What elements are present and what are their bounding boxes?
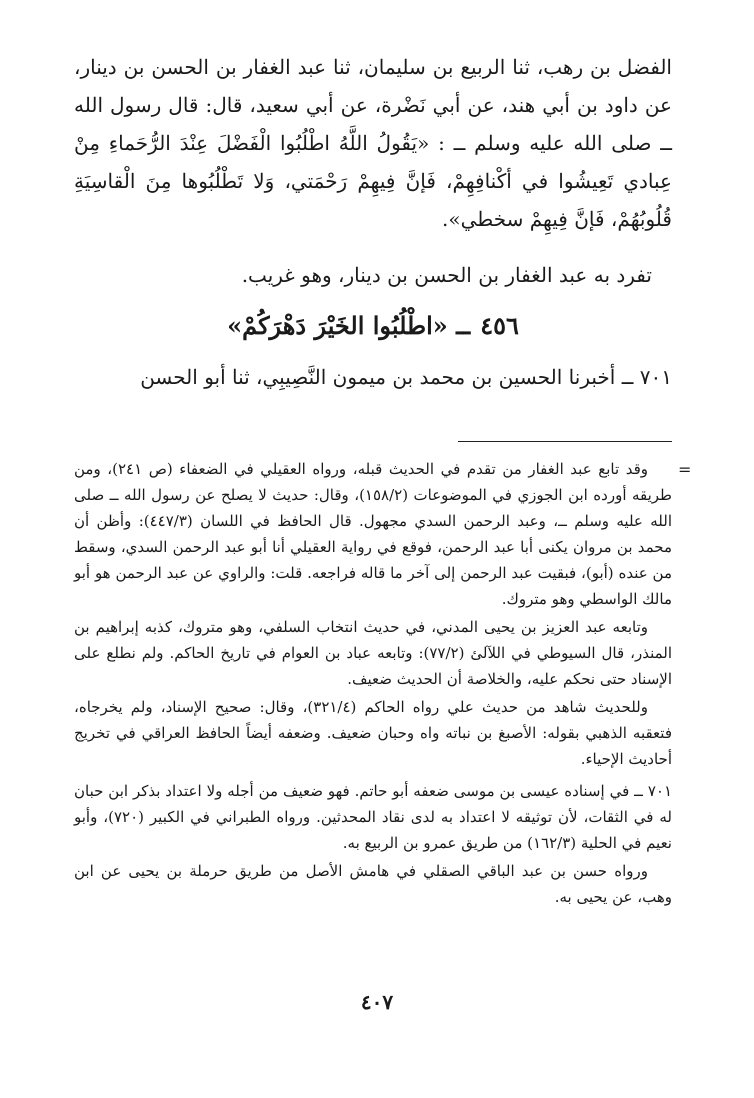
next-hadith-start: ٧٠١ ــ أخبرنا الحسين بن محمد بن ميمون النَّصِيبِي، ثنا أبو الحسن bbox=[140, 365, 672, 389]
footnote-paragraph: وتابعه عبد العزيز بن يحيى المدني، في حديث انتخاب السلفي، وهو متروك، كذبه إبراهيم بن المنذر، قال السيوطي في اللآلئ (٧٧/٢): وتابعه عباد بن العوام في تاريخ الحاكم. ولم نطلع على الإسناد حتى نحكم عليه، والخلاصة أن الحديث ضعيف. bbox=[74, 618, 673, 688]
heading-title: ــ «اطْلُبُوا الخَيْرَ دَهْرَكُمْ» bbox=[227, 311, 471, 340]
section-heading bbox=[74, 308, 672, 344]
footnote-separator bbox=[458, 441, 672, 442]
hadith-note: تفرد به عبد الغفار بن الحسن بن دينار، وهو غريب. bbox=[241, 263, 652, 287]
footnote-paragraph: وقد تابع عبد الغفار من تقدم في الحديث قبله، ورواه العقيلي في الضعفاء (ص ٢٤١)، ومن طريقه أورده ابن الجوزي في الموضوعات (١٥٨/٢)، وقال: حديث لا يصلح عن رسول الله ــ صلى الله عليه وسلم ــ، وعبد الرحمن السدي مجهول. قال الحافظ في اللسان (٤٤٧/٣): وأظن أن محمد بن مروان يكنى أبا عبد الرحمن، فوقع في رواية العقيلي أنا أبو عبد الرحمن السدي، وسقط من عنده (أبو)، فبقيت عبد الرحمن إلى آخر ما قاله فراجعه. قلت: والراوي عن عبد الرحمن هو أبو مالك الواسطي وهو متروك. bbox=[74, 460, 672, 608]
footnotes bbox=[74, 456, 672, 912]
main-text bbox=[74, 48, 672, 396]
heading-number: ٤٥٦ bbox=[480, 311, 519, 340]
page-number: ٤٠٧ bbox=[360, 990, 394, 1014]
footnote-paragraph: ٧٠١ ــ في إسناده عيسى بن موسى ضعفه أبو حاتم. فهو ضعيف من أجله ولا اعتداد بذكر ابن حبان له في الثقات، لأن توثيقه لا اعتداد به لدى نقاد المحدثين. ورواه الطبراني في الكبير (٧٢٠)، وأبو نعيم في الحلية (١٦٢/٣) من طريق عمرو بن الربيع به. bbox=[74, 782, 672, 852]
footnote-paragraph: وللحديث شاهد من حديث علي رواه الحاكم (٣٢١/٤)، وقال: صحيح الإسناد، ولم يخرجاه، فتعقبه الذهبي بقوله: الأصبغ بن نباته واه وحبان ضعيف. وضعفه أيضاً الحافظ العراقي في تخريج أحاديث الإحياء. bbox=[74, 698, 672, 768]
footnote-paragraph: ورواه حسن بن عبد الباقي الصقلي في هامش الأصل من طريق حرملة بن يحيى عن ابن وهب، عن يحيى به. bbox=[74, 862, 672, 906]
footnote-continuation-mark: = bbox=[678, 460, 692, 479]
hadith-paragraph: الفضل بن رهب، ثنا الربيع بن سليمان، ثنا عبد الغفار بن الحسن بن دينار، عن داود بن أبي هند، عن أبي نَضْرة، عن أبي سعيد، قال: قال رسول الله ــ صلى الله عليه وسلم ــ : «يَقُولُ اللَّهُ اطْلُبُوا الْفَضْلَ عِنْدَ الرُّحَماءِ مِنْ عِبادي تَعِيشُوا في أكْنافِهِمْ، فَإنَّ فِيهِمْ رَحْمَتي، وَلا تَطْلُبُوها مِنَ الْقاسِيَةِ قُلُوبُهُمْ، فَإنَّ فِيهِمْ سخطي». bbox=[74, 55, 672, 231]
